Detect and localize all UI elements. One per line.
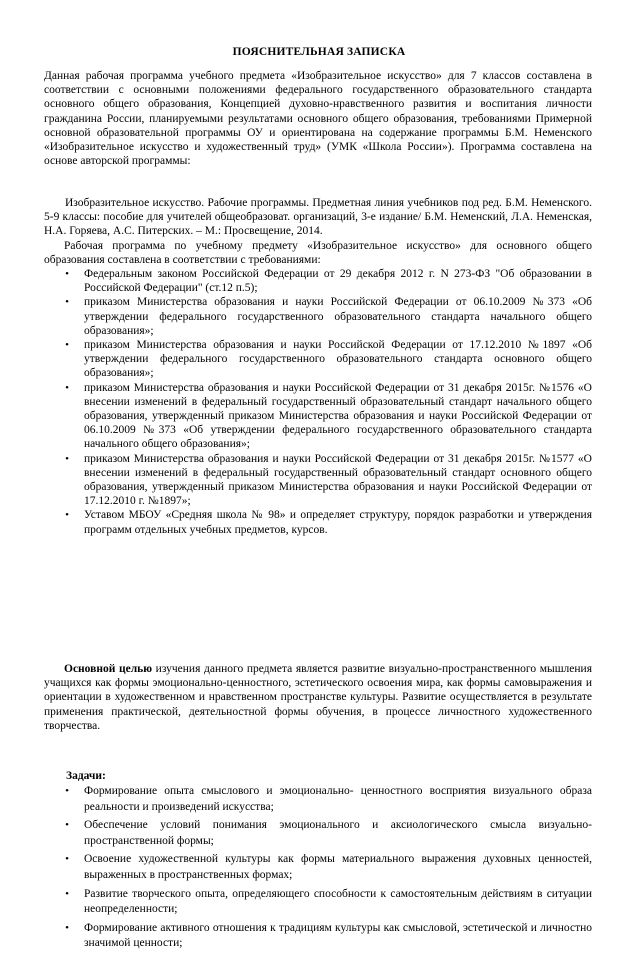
- list-item: [62, 887, 592, 918]
- task-text: Освоение художественной культуры как формы материального выражения духовных ценностей, выраженных в пространственных формах;: [84, 853, 592, 881]
- bullet-icon: •: [65, 268, 69, 280]
- bullet-icon: •: [65, 509, 69, 522]
- list-item: [62, 338, 592, 381]
- bullet-icon: •: [65, 785, 69, 797]
- requirements-intro: Рабочая программа по учебному предмету «Изобразительное искусство» для основного общего образования составлена в соответствии с требованиями:: [44, 240, 592, 267]
- tasks-heading: Задачи:: [66, 770, 106, 782]
- list-item: [62, 452, 592, 509]
- goal-paragraph: [44, 662, 592, 733]
- requirement-text: приказом Министерства образования и науки Российской Федерации от 31 декабря 2015г. №1576 «О внесении изменений в федеральный государственный образовательный стандарт начального общего образования, утвержденный приказом Министерства образования и науки Российской Федерации от 06.10.2009 №373 «Об утверждении федерального государственного образовательного стандарта начального общего образования»;: [84, 381, 592, 451]
- document-title: ПОЯСНИТЕЛЬНАЯ ЗАПИСКА: [232, 46, 406, 58]
- list-item: [62, 267, 592, 295]
- bullet-icon: •: [65, 921, 69, 934]
- task-text: Развитие творческого опыта, определяющего способности к самостоятельным действиям в ситуации неопределенности;: [84, 887, 592, 916]
- requirement-text: Уставом МБОУ «Средняя школа № 98» и определяет структуру, порядок разработки и утверждения программ отдельных учебных предметов, курсов.: [84, 509, 592, 536]
- task-text: Формирование активного отношения к традициям культуры как смысловой, эстетической и личностно значимой ценности;: [84, 921, 592, 950]
- bullet-icon: •: [65, 296, 69, 309]
- requirement-text: приказом Министерства образования и науки Российской Федерации от 17.12.2010 №1897 «Об утверждении федерального государственного образовательного стандарта основного общего образования»;: [84, 339, 592, 380]
- list-item: [62, 818, 592, 849]
- task-text: Формирование опыта смыслового и эмоционально- ценностного восприятия визуального образа реальности и произведений искусства;: [84, 785, 592, 813]
- bullet-icon: •: [65, 887, 69, 900]
- task-text: Обеспечение условий понимания эмоционального и аксиологического смысла визуально-пространственной формы;: [84, 819, 592, 847]
- list-item: [62, 852, 592, 883]
- goal-label: Основной целью: [64, 663, 153, 675]
- bullet-icon: •: [65, 853, 69, 866]
- requirement-text: приказом Министерства образования и науки Российской Федерации от 31 декабря 2015г. №1577 «О внесении изменений в федеральный государственный образовательный стандарт основного общего образования, утвержденный приказом Министерства образования и науки Российской Федерации от 17.12.2010 г. №1897»;: [84, 452, 592, 508]
- intro-paragraph: Данная рабочая программа учебного предмета «Изобразительное искусство» для 7 классов составлена в соответствии с основными положениями федерального государственного образовательного стандарта основного общего образования, Концепцией духовно-нравственного развития и воспитания личности гражданина России, планируемыми результатами основного общего образования, требованиями Примерной основной образовательной программы ОУ и ориентирована на содержание программы Б.М. Неменского «Изобразительное искусство и художественный труд» (УМК «Школа России»). Программа составлена на основе авторской программы:: [44, 70, 592, 168]
- bullet-icon: •: [65, 452, 69, 465]
- list-item: [62, 381, 592, 452]
- bullet-icon: •: [65, 339, 69, 352]
- requirement-text: приказом Министерства образования и науки Российской Федерации от 06.10.2009 №373 «Об утверждении федерального государственного образовательного стандарта начального общего образования»;: [84, 296, 592, 337]
- requirement-text: Федеральным законом Российской Федерации от 29 декабря 2012 г. N 273-ФЗ "Об образовании в Российской Федерации" (ст.12 п.5);: [84, 268, 592, 295]
- source-paragraph: Изобразительное искусство. Рабочие программы. Предметная линия учебников под ред. Б.М. Неменского. 5-9 классы: пособие для учителей общеобразоват. организаций, 3-е издание/ Б.М. Неменский, Л.А. Неменская, Н.А. Горяева, А.С. Питерских. – М.: Просвещение, 2014.: [44, 197, 592, 238]
- bullet-icon: •: [65, 819, 69, 832]
- list-item: [62, 508, 592, 536]
- requirements-list: [62, 267, 592, 537]
- goal-text: изучения данного предмета является развитие визуально-пространственного мышления учащихся как формы эмоционально-ценностного, эстетического освоения мира, как формы самовыражения и ориентации в художественном и нравственном пространстве культуры. Развитие осуществляется в результате применения практической, деятельностной формы обучения, в процессе личностного художественного творчества.: [44, 663, 592, 732]
- bullet-icon: •: [65, 381, 69, 394]
- list-item: [62, 921, 592, 952]
- list-item: [62, 295, 592, 338]
- tasks-list: [62, 784, 592, 955]
- list-item: [62, 784, 592, 815]
